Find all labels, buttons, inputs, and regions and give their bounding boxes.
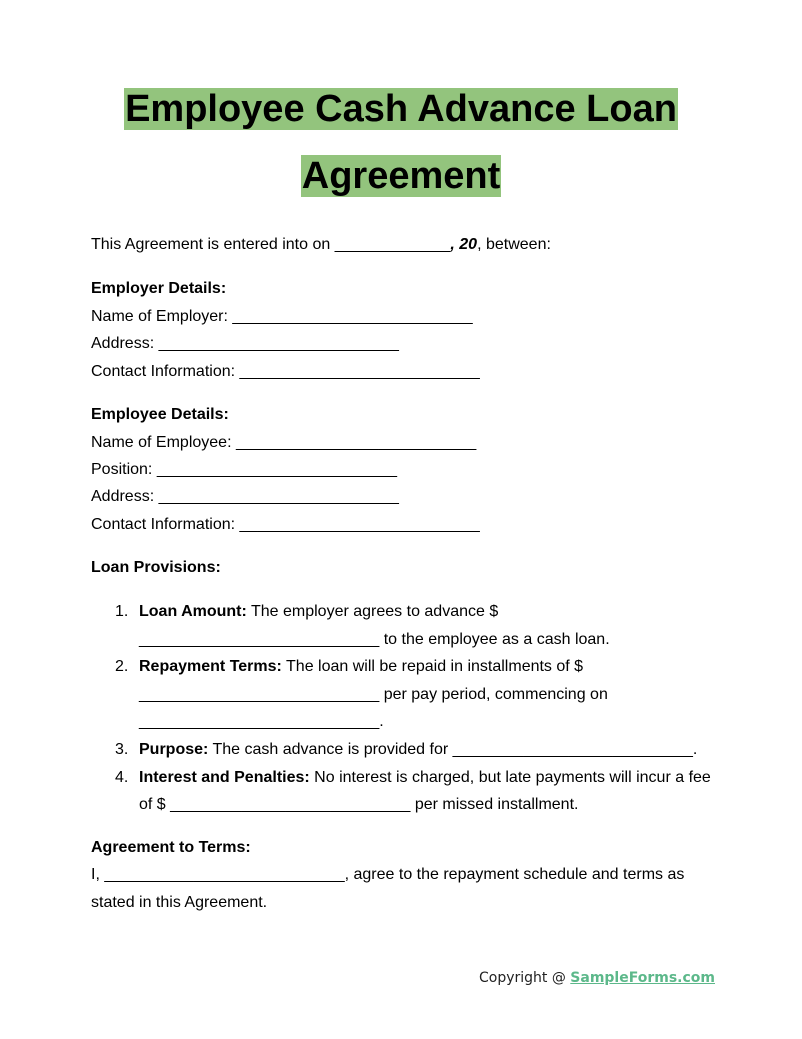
provisions-heading: Loan Provisions: (91, 559, 221, 576)
provision-text: The loan will be repaid in installments of $ (281, 658, 584, 675)
field-label: Address: (91, 335, 159, 352)
provision-label: Repayment Terms: (139, 658, 282, 675)
employer-address-field (91, 334, 399, 354)
fee-blank[interactable]: ___________________________ (170, 796, 411, 813)
year-text: , 20 (450, 236, 478, 253)
employee-address-field (91, 487, 399, 507)
provision-text: of $ (139, 796, 171, 813)
provision-purpose (139, 740, 697, 760)
provision-text: . (379, 713, 384, 730)
provision-text: No interest is charged, but late payments will incur a fee (309, 769, 711, 786)
amount-blank[interactable]: ___________________________ (139, 631, 380, 648)
intro-line (91, 235, 551, 255)
provision-label: Interest and Penalties: (139, 769, 310, 786)
field-blank[interactable]: ___________________________ (158, 335, 399, 352)
agreement-text: I, (91, 866, 105, 883)
field-label: Contact Information: (91, 516, 240, 533)
employee-heading: Employee Details: (91, 406, 229, 423)
title-text: Agreement (301, 155, 501, 197)
field-blank[interactable]: ___________________________ (156, 461, 398, 478)
agreement-line1 (91, 865, 684, 885)
provision-loan-amount-line2 (139, 630, 610, 650)
list-number: 2. (115, 658, 129, 675)
document-title-line2 (0, 154, 802, 198)
agreement-text: , agree to the repayment schedule and terms as (344, 866, 685, 883)
intro-suffix: , between: (477, 236, 551, 253)
employee-name-field (91, 433, 476, 453)
field-label: Position: (91, 461, 157, 478)
sampleforms-link[interactable]: SampleForms.com (570, 970, 715, 986)
field-label: Name of Employer: (91, 308, 233, 325)
employer-name-field (91, 307, 473, 327)
employee-contact-field (91, 515, 480, 535)
provision-repayment-line3 (139, 712, 384, 732)
copyright-text: Copyright @ (478, 970, 571, 986)
field-label: Contact Information: (91, 363, 240, 380)
provision-text: The employer agrees to advance $ (246, 603, 499, 620)
list-number: 3. (115, 741, 129, 758)
list-number: 1. (115, 603, 129, 620)
signer-name-blank[interactable]: ___________________________ (104, 866, 345, 883)
date-blank[interactable]: _____________ (334, 236, 451, 253)
provision-loan-amount (139, 602, 498, 622)
provision-label: Loan Amount: (139, 603, 247, 620)
title-text: Employee Cash Advance Loan (125, 88, 677, 130)
employer-heading: Employer Details: (91, 280, 227, 297)
installment-blank[interactable]: ___________________________ (139, 686, 380, 703)
provision-interest-penalties (139, 768, 711, 788)
field-blank[interactable]: ___________________________ (239, 516, 480, 533)
field-blank[interactable]: ___________________________ (158, 488, 399, 505)
field-blank[interactable]: ___________________________ (239, 363, 480, 380)
field-label: Address: (91, 488, 159, 505)
agreement-heading: Agreement to Terms: (91, 839, 251, 856)
field-blank[interactable]: ___________________________ (235, 434, 477, 451)
provision-interest-line2 (139, 795, 578, 815)
provision-text: per missed installment. (410, 796, 579, 813)
provision-label: Purpose: (139, 741, 209, 758)
field-label: Name of Employee: (91, 434, 236, 451)
provision-repayment-terms (139, 657, 583, 677)
document-title-line1 (0, 87, 802, 131)
provision-text: The cash advance is provided for (208, 741, 453, 758)
agreement-line2: stated in this Agreement. (91, 894, 268, 911)
provision-text: to the employee as a cash loan. (379, 631, 610, 648)
provision-text: per pay period, commencing on (379, 686, 608, 703)
start-date-blank[interactable]: ___________________________ (139, 713, 380, 730)
employee-position-field (91, 460, 397, 480)
provision-repayment-line2 (139, 685, 608, 705)
provision-text: . (692, 741, 698, 758)
list-number: 4. (115, 769, 129, 786)
intro-prefix: This Agreement is entered into on (91, 236, 335, 253)
employer-contact-field (91, 362, 480, 382)
field-blank[interactable]: ___________________________ (232, 308, 473, 325)
copyright-footer (479, 968, 715, 988)
purpose-blank[interactable]: ___________________________ (452, 741, 693, 758)
